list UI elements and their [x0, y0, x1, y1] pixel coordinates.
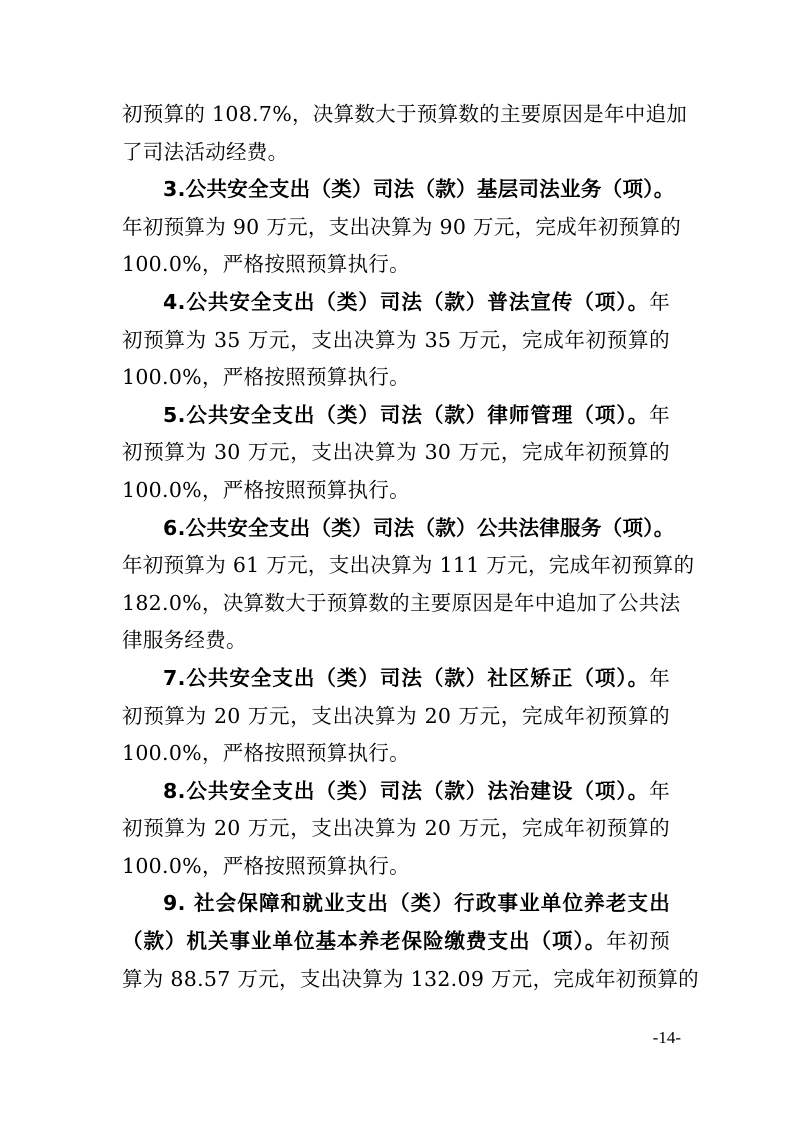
text-line: 初预算的 108.7%，决算数大于预算数的主要原因是年中追加	[122, 102, 688, 126]
text-line: 初预算为 35 万元，支出决算为 35 万元，完成年初预算的	[122, 327, 670, 352]
item-heading: 4.公共安全支出（类）司法（款）普法宣传（项）。年	[163, 289, 670, 314]
text-line: 100.0%，严格按照预算执行。	[122, 252, 410, 277]
item-heading: 3.公共安全支出（类）司法（款）基层司法业务（项）。	[163, 177, 675, 202]
item-heading: 6.公共安全支出（类）司法（款）公共法律服务（项）。	[163, 515, 675, 540]
text-line: 年初预算为 61 万元，支出决算为 111 万元，完成年初预算的	[122, 553, 695, 578]
text-line: 182.0%，决算数大于预算数的主要原因是年中追加了公共法	[122, 590, 681, 615]
text-line: 初预算为 20 万元，支出决算为 20 万元，完成年初预算的	[122, 703, 670, 728]
text-line: 初预算为 30 万元，支出决算为 30 万元，完成年初预算的	[122, 440, 670, 465]
item-heading: 8.公共安全支出（类）司法（款）法治建设（项）。年	[163, 778, 670, 803]
text-line: 100.0%，严格按照预算执行。	[122, 741, 410, 766]
item-heading: 9. 社会保障和就业支出（类）行政事业单位养老支出	[163, 891, 670, 916]
text-line: 算为 88.57 万元，支出决算为 132.09 万元，完成年初预算的	[122, 966, 699, 991]
item-heading: 7.公共安全支出（类）司法（款）社区矫正（项）。年	[163, 665, 670, 690]
page-number: -14-	[652, 1028, 681, 1047]
text-line: （款）机关事业单位基本养老保险缴费支出（项）。年初预	[122, 929, 670, 954]
text-line: 100.0%，严格按照预算执行。	[122, 365, 410, 390]
item-heading: 5.公共安全支出（类）司法（款）律师管理（项）。年	[163, 402, 670, 427]
text-line: 100.0%，严格按照预算执行。	[122, 477, 410, 502]
body-text	[122, 96, 699, 998]
text-line: 100.0%，严格按照预算执行。	[122, 853, 410, 878]
text-line: 初预算为 20 万元，支出决算为 20 万元，完成年初预算的	[122, 816, 670, 841]
text-line: 了司法活动经费。	[122, 139, 289, 164]
text-line: 律服务经费。	[122, 628, 247, 653]
text-line: 年初预算为 90 万元，支出决算为 90 万元，完成年初预算的	[122, 214, 682, 239]
